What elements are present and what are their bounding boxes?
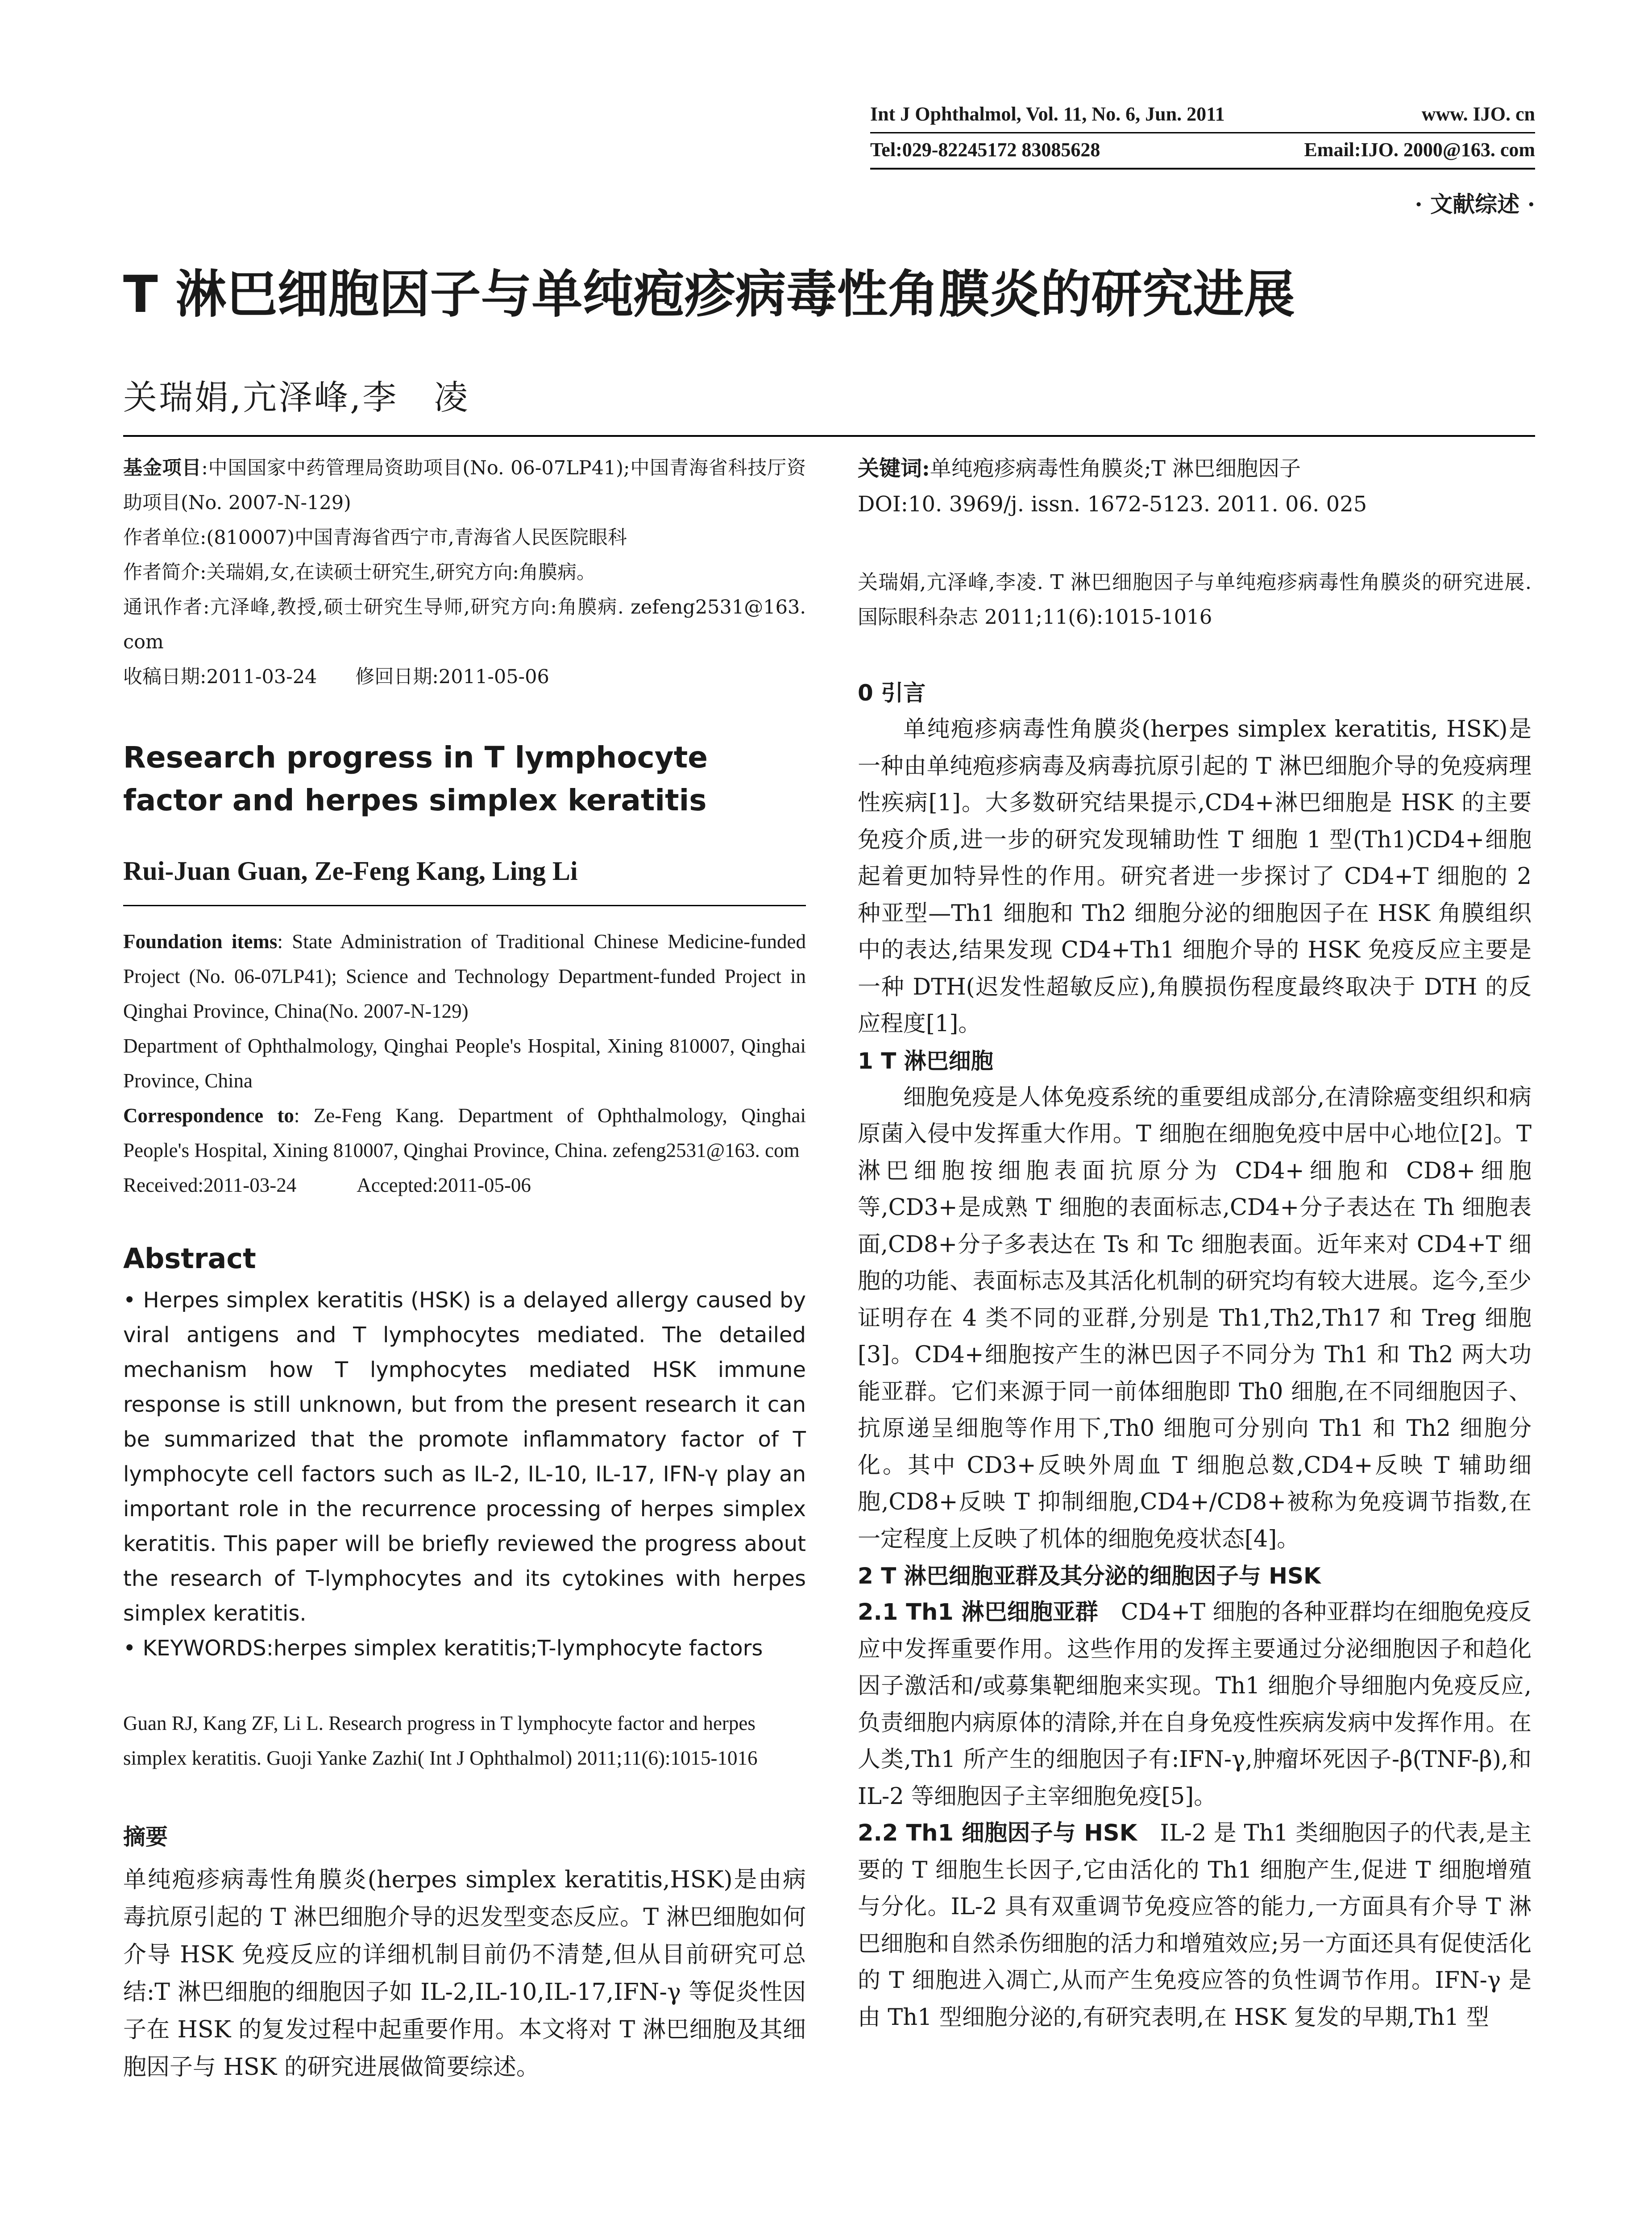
english-authors: Rui-Juan Guan, Ze-Feng Kang, Ling Li bbox=[123, 856, 578, 886]
doi: DOI:10. 3969/j. issn. 1672-5123. 2011. 06. 025 bbox=[858, 492, 1367, 517]
chinese-abstract bbox=[123, 1861, 806, 2086]
chinese-metadata bbox=[123, 451, 806, 694]
section-2-1-heading: 2.1 Th1 淋巴细胞亚群 bbox=[858, 1599, 1098, 1626]
article-title: T 淋巴细胞因子与单纯疱疹病毒性角膜炎的研究进展 bbox=[123, 265, 1295, 324]
section-2-2-heading: 2.2 Th1 细胞因子与 HSK bbox=[858, 1820, 1137, 1846]
foundation-en-label: Foundation items bbox=[123, 930, 278, 953]
keywords-zh-label: 关键词: bbox=[858, 456, 930, 481]
section-0-body bbox=[858, 711, 1532, 1043]
citation-zh: 关瑞娟,亢泽峰,李凌. T 淋巴细胞因子与单纯疱疹病毒性角膜炎的研究进展. 国际眼科杂志 2011;11(6):1015-1016 bbox=[858, 570, 1532, 629]
section-2-heading: 2 T 淋巴细胞亚群及其分泌的细胞因子与 HSK bbox=[858, 1563, 1321, 1589]
correspondence-zh: 通讯作者:亢泽峰,教授,硕士研究生导师,研究方向:角膜病. zefeng2531@163. com bbox=[123, 596, 806, 653]
section-2-1-text: CD4+T 细胞的各种亚群均在细胞免疫反应中发挥重要作用。这些作用的发挥主要通过分泌细胞因子和趋化因子激活和/或募集靶细胞来实现。Th1 细胞介导细胞内免疫反应,负责细胞内病原体的清除,并在自身免疫性疾病发病中发挥作用。在人类,Th1 所产生的细胞因子有:IFN-γ,肿瘤坏死因子-β(TNF-β),和 IL-2 等细胞因子主宰细胞免疫[5]。 bbox=[858, 1599, 1532, 1810]
left-column bbox=[123, 451, 806, 2086]
keywords-zh: 关键词:单纯疱疹病毒性角膜炎;T 淋巴细胞因子 bbox=[858, 456, 1301, 481]
affiliation-zh: 作者单位:(810007)中国青海省西宁市,青海省人民医院眼科 bbox=[123, 527, 627, 549]
department-en: Department of Ophthalmology, Qinghai People's Hospital, Xining 810007, Qinghai Province, China bbox=[123, 1035, 806, 1092]
section-1-body bbox=[858, 1079, 1532, 1558]
correspondence-en-label: Correspondence to bbox=[123, 1104, 294, 1127]
section-2-1-paragraph bbox=[858, 1594, 1532, 1815]
journal-header bbox=[870, 102, 1535, 127]
correspondence-en: Correspondence to: Ze-Feng Kang. Department of Ophthalmology, Qinghai People's Hospital, Xining 810007, Qinghai Province, China. zefeng2531@163. com bbox=[123, 1104, 806, 1161]
citation-en-block bbox=[123, 1706, 806, 1775]
abstract-body bbox=[123, 1283, 806, 1666]
title-rule bbox=[123, 435, 1535, 437]
header-rule-top bbox=[870, 132, 1535, 133]
foundation-zh-label: 基金项目 bbox=[123, 457, 202, 479]
citation-en: Guan RJ, Kang ZF, Li L. Research progress in T lymphocyte factor and herpes simplex keratitis. Guoji Yanke Zazhi( Int J Ophthalmol) 2011;11(6):1015-1016 bbox=[123, 1712, 758, 1769]
section-2-1-body bbox=[858, 1594, 1532, 1815]
journal-contact bbox=[870, 137, 1535, 162]
foundation-zh: 基金项目:中国国家中药管理局资助项目(No. 06-07LP41);中国青海省科技厅资助项目(No. 2007-N-129) bbox=[123, 457, 806, 514]
english-metadata bbox=[123, 924, 806, 1203]
section-0-text: 单纯疱疹病毒性角膜炎(herpes simplex keratitis, HSK)是一种由单纯疱疹病毒及病毒抗原引起的 T 淋巴细胞介导的免疫病理性疾病[1]。大多数研究结果提示,CD4+淋巴细胞是 HSK 的主要免疫介质,进一步的研究发现辅助性 T 细胞 1 型(Th1)CD4+细胞起着更加特异性的作用。研究者进一步探讨了 CD4+T 细胞的 2 种亚型—Th1 细胞和 Th2 细胞分泌的细胞因子在 HSK 角膜组织中的表达,结果发现 CD4+Th1 细胞介导的 HSK 免疫反应主要是一种 DTH(迟发性超敏反应),角膜损伤程度最终取决于 DTH 的反应程度[1]。 bbox=[858, 716, 1532, 1037]
chinese-abstract-text: 单纯疱疹病毒性角膜炎(herpes simplex keratitis,HSK)是由病毒抗原引起的 T 淋巴细胞介导的迟发型变态反应。T 淋巴细胞如何介导 HSK 免疫反应的详细机制目前仍不清楚,但从目前研究可总结:T 淋巴细胞的细胞因子如 IL-2,IL-10,IL-17,IFN-γ 等促炎性因子在 HSK 的复发过程中起重要作用。本文将对 T 淋巴细胞及其细胞因子与 HSK 的研究进展做简要综述。 bbox=[123, 1866, 806, 2081]
author-bio-zh: 作者简介:关瑞娟,女,在读硕士研究生,研究方向:角膜病。 bbox=[123, 561, 596, 584]
section-2-2-body bbox=[858, 1815, 1532, 2036]
keywords-en: • KEYWORDS:herpes simplex keratitis;T-lymphocyte factors bbox=[123, 1636, 763, 1661]
journal-tel: Tel:029-82245172 83085628 bbox=[870, 139, 1100, 161]
received-en: Received:2011-03-24 Accepted:2011-05-06 bbox=[123, 1174, 531, 1196]
journal-info: Int J Ophthalmol, Vol. 11, No. 6, Jun. 2011 bbox=[870, 103, 1225, 125]
foundation-en: Foundation items: State Administration of Traditional Chinese Medicine-funded Project (No. 06-07LP41); Science and Technology Department-funded Project in Qinghai Province, China(No. 2007-N-129) bbox=[123, 930, 806, 1022]
keywords-zh-block bbox=[858, 451, 1532, 522]
article-authors: 关瑞娟,亢泽峰,李 凌 bbox=[123, 377, 470, 417]
right-column bbox=[858, 451, 1532, 2036]
abstract-heading: Abstract bbox=[123, 1242, 256, 1275]
en-authors-rule bbox=[123, 905, 806, 906]
journal-website: www. IJO. cn bbox=[1421, 103, 1535, 125]
section-1-heading: 1 T 淋巴细胞 bbox=[858, 1048, 993, 1074]
journal-email: Email:IJO. 2000@163. com bbox=[1304, 139, 1535, 161]
header-rule-bottom bbox=[870, 168, 1535, 170]
english-title: Research progress in T lymphocyte factor and herpes simplex keratitis bbox=[123, 740, 708, 817]
citation-zh-block bbox=[858, 565, 1532, 634]
chinese-abstract-heading: 摘要 bbox=[123, 1824, 168, 1850]
section-2-2-text: IL-2 是 Th1 类细胞因子的代表,是主要的 T 细胞生长因子,它由活化的 Th1 细胞产生,促进 T 细胞增殖与分化。IL-2 具有双重调节免疫应答的能力,一方面具有介导 T 淋巴细胞和自然杀伤细胞的活力和增殖效应;另一方面还具有促使活化的 T 细胞进入凋亡,从而产生免疫应答的负性调节作用。IFN-γ 是由 Th1 型细胞分泌的,有研究表明,在 HSK 复发的早期,Th1 型 bbox=[858, 1820, 1532, 2031]
section-tag: · 文献综述 · bbox=[1415, 191, 1535, 217]
section-1-text: 细胞免疫是人体免疫系统的重要组成部分,在清除癌变组织和病原菌入侵中发挥重大作用。T 细胞在细胞免疫中居中心地位[2]。T 淋巴细胞按细胞表面抗原分为 CD4+细胞和 CD8+细胞等,CD3+是成熟 T 细胞的表面标志,CD4+分子表达在 Th 细胞表面,CD8+分子多表达在 Ts 和 Tc 细胞表面。近年来对 CD4+T 细胞的功能、表面标志及其活化机制的研究均有较大进展。迄今,至少证明存在 4 类不同的亚群,分别是 Th1,Th2,Th17 和 Treg 细胞[3]。CD4+细胞按产生的淋巴因子不同分为 Th1 和 Th2 两大功能亚群。它们来源于同一前体细胞即 Th0 细胞,在不同细胞因子、抗原递呈细胞等作用下,Th0 细胞可分别向 Th1 和 Th2 细胞分化。其中 CD3+反映外周血 T 细胞总数,CD4+反映 T 辅助细胞,CD8+反映 T 抑制细胞,CD4+/CD8+被称为免疫调节指数,在一定程度上反映了机体的细胞免疫状态[4]。 bbox=[858, 1084, 1532, 1552]
abstract-text: • Herpes simplex keratitis (HSK) is a delayed allergy caused by viral antigens and T lymphocytes mediated. The detailed mechanism how T lymphocytes mediated HSK immune response is still unknown, but from the present research it can be summarized that the promote inflammatory factor of T lymphocyte cell factors such as IL-2, IL-10, IL-17, IFN-γ play an important role in the recurrence processing of herpes simplex keratitis. This paper will be briefly reviewed the progress about the research of T-lymphocytes and its cytokines with herpes simplex keratitis. bbox=[123, 1288, 806, 1626]
section-2-2-paragraph bbox=[858, 1815, 1532, 2036]
section-0-heading: 0 引言 bbox=[858, 680, 926, 706]
dates-zh: 收稿日期:2011-03-24 修回日期:2011-05-06 bbox=[123, 666, 549, 688]
